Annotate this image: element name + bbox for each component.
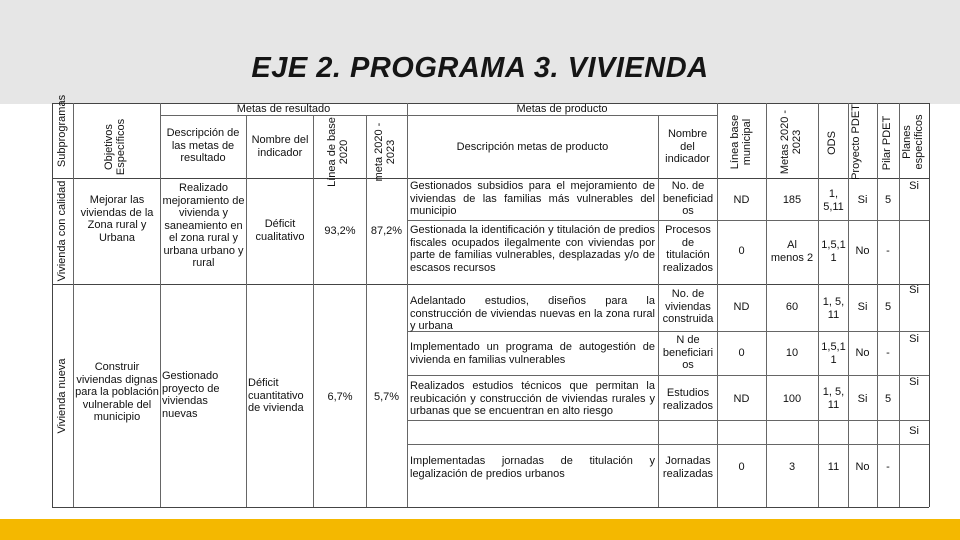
producto-planes: Si (909, 376, 919, 388)
header-sub-rule-left (160, 115, 407, 116)
col-rule (366, 115, 367, 507)
producto-ods: 1,5,1 1 (821, 239, 846, 264)
producto-desc: Gestionados subsidios para el mejoramiento de viviendas de las familias más vulnerables del municipio (410, 180, 655, 217)
producto-meta: 185 (782, 194, 802, 206)
header-ods: ODS (826, 131, 838, 155)
header-nombre-indicador: Nombre del indicador (251, 134, 309, 159)
producto-linea-base: ND (733, 194, 750, 206)
resultado-text: Gestionado proyecto de viviendas nuevas (162, 370, 220, 420)
header-objetivos: Objetivos Específicos (103, 118, 127, 176)
table-right-border (929, 103, 930, 507)
producto-linea-base: 0 (738, 245, 745, 257)
header-desc-resultado: Descripción de las metas de resultado (166, 127, 240, 164)
producto-indicador: N de beneficiari os (662, 334, 714, 371)
producto-linea-base: 0 (738, 461, 745, 473)
section-divider (52, 284, 929, 285)
producto-indicador: No. de viviendas construida (662, 288, 714, 325)
producto-ods: 1, 5,11 (823, 188, 844, 213)
producto-meta: 10 (785, 347, 799, 359)
col-rule (899, 103, 900, 507)
header-linea-base-municipal: Línea base municipal (729, 114, 753, 170)
table-bottom-border (52, 507, 929, 508)
objetivo-text: Mejorar las viviendas de la Zona rural y Urbana (80, 194, 154, 244)
producto-desc: Implementado un programa de autogestión de vivienda en familias vulnerables (410, 341, 655, 366)
producto-indicador: No. de beneficiad os (662, 180, 714, 217)
producto-planes: Si (909, 425, 919, 437)
linea-base-value: 93,2% (324, 225, 356, 237)
header-metas-producto: Metas de producto (516, 103, 608, 115)
producto-desc: Realizados estudios técnicos que permitan la reubicación y construcción de viviendas rurales y urbanas que se encuentran en alto riesgo (410, 380, 655, 417)
header-proyecto-pdet: Proyecto PDET (850, 104, 862, 180)
producto-pdet: Si (857, 194, 868, 206)
producto-ods: 1,5,1 1 (821, 341, 846, 366)
col-rule (73, 103, 74, 507)
producto-ods: 1, 5, 11 (822, 386, 845, 411)
producto-meta: Al menos 2 (770, 239, 814, 264)
col-rule (407, 103, 408, 507)
footer-band (0, 519, 960, 540)
producto-meta: 60 (785, 301, 799, 313)
producto-linea-base: ND (733, 301, 750, 313)
meta-value: 87,2% (370, 225, 403, 237)
producto-planes: Si (909, 284, 919, 296)
producto-desc: Implementadas jornadas de titulación y legalización de predios urbanos (410, 455, 655, 480)
producto-pdet: No (855, 245, 870, 257)
resultado-text: Realizado mejoramiento de vivienda y saneamiento en el zona rural y urbana urbano y rural (162, 182, 245, 269)
meta-value: 5,7% (373, 391, 400, 403)
table-left-border (52, 103, 53, 507)
producto-indicador: Jornadas realizadas (662, 455, 714, 480)
producto-linea-base: 0 (738, 347, 745, 359)
producto-pilar: - (886, 461, 890, 473)
indicador-text: Déficit cualitativo (255, 218, 305, 243)
producto-pilar: 5 (884, 393, 892, 405)
producto-indicador: Procesos de titulación realizados (662, 224, 714, 274)
producto-desc: Adelantado estudios, diseños para la construcción de viviendas nuevas en la zona rural y urbana (410, 295, 655, 332)
header-desc-producto: Descripción metas de producto (456, 141, 609, 153)
producto-indicador: Estudios realizados (662, 387, 714, 412)
col-rule (246, 115, 247, 507)
producto-pdet: No (855, 461, 870, 473)
producto-pilar: - (886, 347, 890, 359)
header-planes-especificos: Planes específicos (901, 114, 925, 170)
producto-ods: 11 (827, 461, 840, 473)
producto-planes: Si (909, 180, 919, 192)
page-title: EJE 2. PROGRAMA 3. VIVIENDA (251, 52, 709, 84)
producto-ods: 1, 5, 11 (822, 296, 845, 321)
header-metas-resultado: Metas de resultado (236, 103, 331, 115)
producto-pdet: No (855, 347, 870, 359)
producto-desc: Gestionada la identificación y titulación de predios fiscales ocupados ilegalmente con viviendas por parte de familias vulnerables, desplazadas y/o de escasos recursos (410, 224, 655, 274)
row-rule (407, 375, 929, 376)
indicador-text: Déficit cuantitativo de vivienda (248, 377, 304, 414)
producto-meta: 3 (788, 461, 796, 473)
header-meta-2020-2023: meta 2020 - 2023 (373, 122, 397, 182)
linea-base-value: 6,7% (327, 391, 353, 403)
objetivo-text: Construir viviendas dignas para la población vulnerable del municipio (75, 361, 159, 423)
header-linea-base-2020: Línea de base 2020 (326, 117, 350, 187)
producto-pilar: - (886, 245, 890, 257)
header-pilar-pdet: Pilar PDET (881, 115, 893, 171)
row-rule (407, 220, 929, 221)
subprograma-label: Vivienda nueva (56, 358, 68, 434)
header-nombre-indicador-prod: Nombre del indicador (665, 128, 710, 165)
producto-meta: 100 (782, 393, 802, 405)
producto-pilar: 5 (884, 194, 892, 206)
subprograma-label: Vivienda con calidad (56, 180, 68, 282)
producto-linea-base: ND (733, 393, 750, 405)
producto-planes: Si (909, 333, 919, 345)
row-rule (407, 444, 929, 445)
producto-pdet: Si (857, 393, 868, 405)
producto-pdet: Si (857, 301, 868, 313)
producto-pilar: 5 (884, 301, 892, 313)
header-subprogramas: Subprogramas (56, 94, 68, 168)
header-metas-2020-2023: Metas 2020 - 2023 (779, 109, 803, 175)
header-sub-rule-right (407, 115, 717, 116)
col-rule (313, 115, 314, 507)
row-rule (407, 420, 929, 421)
